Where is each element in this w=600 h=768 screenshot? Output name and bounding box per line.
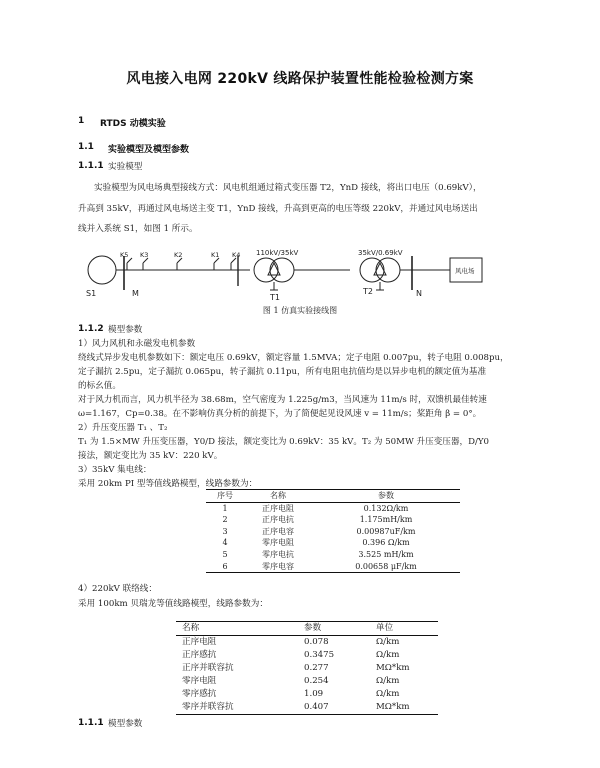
table-row	[176, 662, 438, 675]
table-cell: 正序电抗	[262, 515, 294, 525]
label-t1: T1	[270, 293, 280, 302]
simulation-wiring-figure	[80, 246, 520, 308]
param-item-1-line-2: 定子漏抗 2.5pu，定子漏抗 0.065pu，转子漏抗 0.11pu，所有电阻电抗值均是以异步电机的额定值为基准	[78, 367, 487, 377]
table-header-row	[176, 622, 438, 636]
table-cell: 4	[222, 538, 228, 548]
table-cell: 6	[206, 561, 244, 573]
section-1-1-number: 1.1	[78, 142, 94, 152]
table-cell: 正序感抗	[182, 650, 217, 660]
table-cell: 3.525 mH/km	[358, 549, 414, 559]
table-cell: 1	[222, 503, 228, 513]
table-cell: 0.132Ω/km	[363, 503, 409, 513]
table-cell: 正序并联容抗	[182, 663, 234, 673]
table-cell: 正序电阻	[262, 503, 294, 513]
param-item-1-line-3: 的标幺值。	[78, 381, 121, 391]
breaker-k5-symbol	[127, 258, 132, 270]
table-cell: 1.175mH/km	[359, 515, 413, 525]
breaker-k1-symbol	[214, 258, 219, 270]
param-item-1-line-1: 绕线式异步发电机参数如下：额定电压 0.69kV，额定容量 1.5MVA；定子电阻 0.007pu，转子电阻 0.008pu，	[78, 353, 509, 363]
table-header-row	[206, 490, 460, 503]
label-k3: K3	[140, 251, 149, 259]
table-row	[206, 537, 460, 549]
table-cell: 零序电阻	[262, 538, 294, 548]
param-item-4-line: 采用 100km 贝瑞龙等值线路模型，线路参数为：	[78, 599, 268, 609]
param-item-2-heading: 2）升压变压器 T₁ 、T₂	[78, 423, 168, 433]
table-cell: 0.078	[304, 637, 329, 647]
label-k2: K2	[174, 251, 183, 259]
table-cell: 正序电容	[262, 526, 294, 536]
table-row	[176, 701, 438, 715]
table-header-cell: 名称	[176, 622, 298, 636]
section-1-1-2-heading: 模型参数	[108, 325, 143, 335]
table-cell: 零序电容	[244, 561, 312, 573]
breaker-k4-symbol	[231, 258, 236, 270]
table-row	[206, 549, 460, 561]
param-item-4-heading: 4）220kV 联络线：	[78, 584, 157, 594]
table-cell: 0.254	[304, 676, 329, 686]
figure-1-caption: 图 1 仿真实验接线图	[262, 306, 338, 315]
table-cell: 1.09	[304, 689, 324, 699]
label-t2: T2	[363, 287, 373, 296]
table-cell: 零序电阻	[182, 676, 217, 686]
param-item-2-line-2: 接法，额定变比为 35 kV：220 kV。	[78, 451, 223, 461]
table-header-cell: 名称	[244, 490, 312, 503]
table-row	[206, 514, 460, 526]
table-35kv-line-params	[206, 489, 460, 573]
table-header-cell: 参数	[312, 490, 460, 503]
label-n: N	[416, 289, 422, 298]
table-cell: 0.407	[298, 701, 370, 715]
transformer-t2-symbol	[360, 258, 400, 282]
transformer-t1-symbol	[254, 258, 294, 282]
table-header-cell: 单位	[370, 622, 438, 636]
table-220kv-line-params	[176, 621, 438, 715]
label-t1-rating: 110kV/35kV	[256, 249, 299, 257]
table-cell: 零序电抗	[262, 549, 294, 559]
table-cell: 2	[222, 515, 228, 525]
document-title: 风电接入电网 220kV 线路保护装置性能检验检测方案	[126, 71, 474, 87]
table-cell: 3	[222, 526, 228, 536]
param-item-2-line-1: T₁ 为 1.5×MW 升压变压器，Y0/D 接法，额定变比为 0.69kV：35 kV。T₂ 为 50MW 升压变压器，D/Y0	[78, 437, 490, 447]
table-cell: 0.00658 μF/km	[312, 561, 460, 573]
table-row	[206, 561, 460, 573]
section-1-1-1-heading: 实验模型	[108, 162, 143, 172]
table-cell: 0.00987uF/km	[356, 526, 416, 536]
param-item-1-heading: 1）风力风机和永磁发电机参数	[78, 339, 196, 349]
section-1-number: 1	[78, 116, 85, 126]
section-1-1-1-number: 1.1.1	[78, 161, 104, 171]
table-cell: 零序感抗	[182, 689, 217, 699]
breaker-k2-symbol	[177, 258, 182, 270]
intro-line-3: 线并入系统 S1，如图 1 所示。	[78, 224, 198, 234]
section-1-1-1b-number: 1.1.1	[78, 718, 104, 728]
table-cell: 0.396 Ω/km	[362, 538, 410, 548]
param-item-3-line: 采用 20km PI 型等值线路模型，线路参数为：	[78, 479, 258, 489]
label-k1: K1	[211, 251, 220, 259]
label-m: M	[132, 289, 139, 298]
table-cell: Ω/km	[376, 689, 400, 699]
table-cell: 0.277	[304, 663, 329, 673]
table-row	[206, 526, 460, 538]
table-cell: 零序并联容抗	[176, 701, 298, 715]
table-row	[176, 649, 438, 662]
table-cell: Ω/km	[376, 650, 400, 660]
label-k5: K5	[120, 251, 129, 259]
table-cell: Ω/km	[376, 637, 400, 647]
label-k4: K4	[232, 251, 241, 259]
section-1-1-2-number: 1.1.2	[78, 324, 104, 334]
table-cell: 0.3475	[304, 650, 335, 660]
section-1-heading: RTDS 动模实验	[100, 119, 166, 129]
table-row	[176, 688, 438, 701]
label-wind-farm: 风电场	[455, 267, 475, 275]
table-cell: MΩ*km	[370, 701, 438, 715]
table-cell: MΩ*km	[376, 663, 410, 673]
table-header-cell: 序号	[206, 490, 244, 503]
table-cell: Ω/km	[376, 676, 400, 686]
label-s1: S1	[86, 289, 97, 298]
table-row	[176, 675, 438, 688]
param-item-3-heading: 3）35kV 集电线：	[78, 465, 152, 475]
table-row	[206, 502, 460, 514]
intro-line-1: 实验模型为风电场典型接线方式：风电机组通过箱式变压器 T2，YnD 接线，将出口电压（0.69kV），	[94, 183, 482, 193]
section-1-1-1b-heading: 模型参数	[108, 719, 143, 729]
table-header-cell: 参数	[298, 622, 370, 636]
table-cell: 5	[222, 549, 228, 559]
table-cell: 正序电阻	[182, 637, 217, 647]
source-s1-symbol	[88, 256, 116, 284]
intro-line-2: 升高到 35kV，再通过风电场送主变 T1，YnD 接线，升高到更高的电压等级 220kV，并通过风电场送出	[78, 204, 478, 214]
param-item-1-line-4: 对于风力机而言，风力机半径为 38.68m，空气密度为 1.225g/m3，当风速为 11m/s 时，双馈机最佳转速	[78, 395, 487, 405]
table-row	[176, 636, 438, 650]
label-t2-rating: 35kV/0.69kV	[358, 249, 403, 257]
param-item-1-line-5: ω=1.167，Cp=0.38。在不影响仿真分析的前提下，为了简便起见设风速 v = 11m/s；桨距角 β = 0°。	[78, 409, 482, 419]
breaker-k3-symbol	[143, 258, 148, 270]
section-1-1-heading: 实验模型及模型参数	[108, 145, 190, 155]
